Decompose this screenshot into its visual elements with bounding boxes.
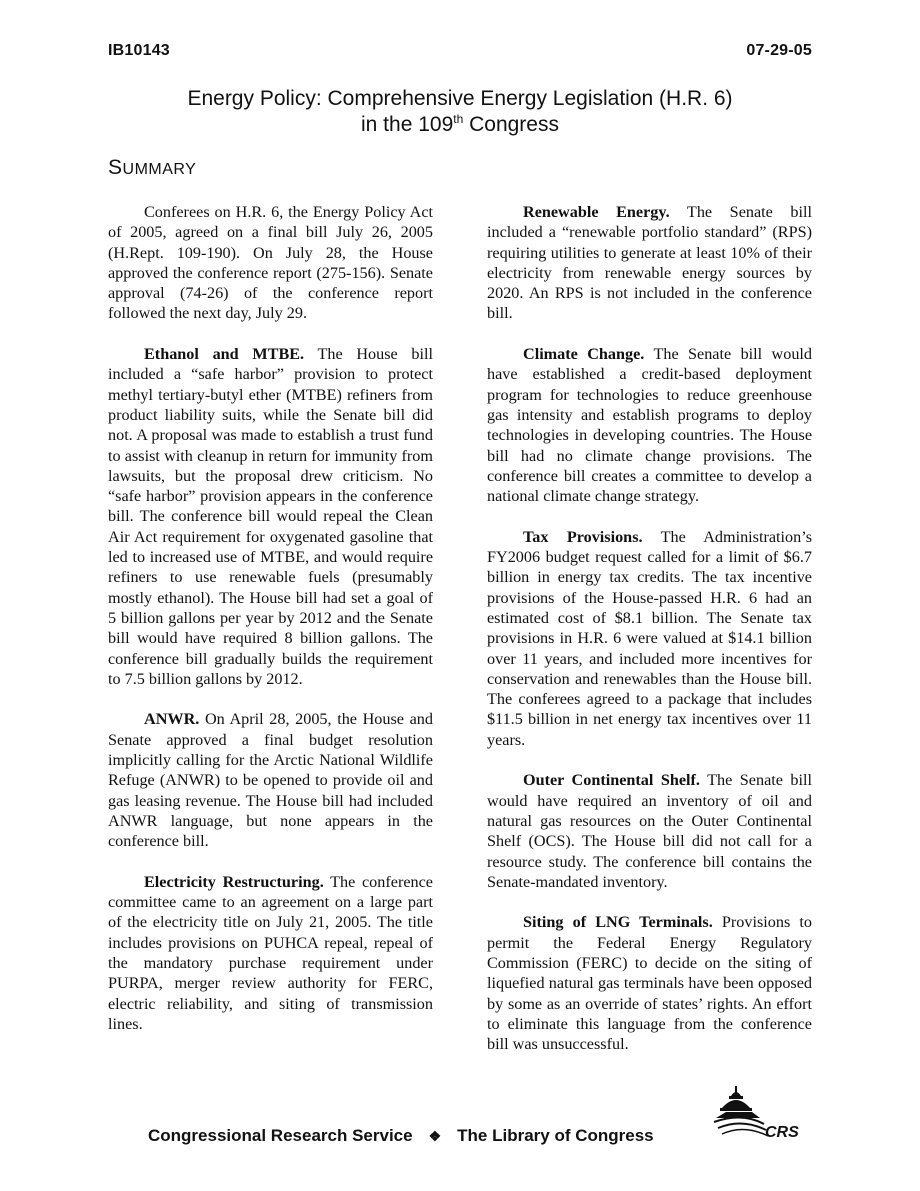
paragraph-tax	[487, 527, 812, 750]
title-line-2-pre: in the 109	[361, 113, 454, 136]
paragraph-intro	[108, 202, 433, 324]
footer-crs-name: Congressional Research Service	[148, 1126, 413, 1145]
paragraph-text: The Administration’s FY2006 budget request called for a limit of $6.7 billion in energy tax credits. The tax incentive provisions of the House-passed H.R. 6 had an estimated cost of $8.1 billion. The Senate tax provisions in H.R. 6 were valued at $14.1 billion over 11 years, and included more incentives for conservation and renewables than the House bill. The conferees agreed to a package that includes $11.5 billion in net energy tax incentives over 11 years.	[487, 527, 813, 749]
right-column	[487, 202, 812, 1075]
paragraph-anwr	[108, 709, 433, 851]
footer-library-name: The Library of Congress	[457, 1126, 654, 1145]
document-date: 07-29-05	[746, 42, 812, 59]
section-heading-rest: UMMARY	[122, 161, 197, 178]
document-id: IB10143	[108, 42, 170, 59]
paragraph-text: The conference committee came to an agreement on a large part of the electricity title on July 21, 2005. The title includes provisions on PUHCA repeal, repeal of the mandatory purchase requirement under PURPA, merger review authority for FERC, electric reliability, and siting of transmission lines.	[108, 872, 433, 1033]
paragraph-heading: Outer Continental Shelf.	[523, 771, 700, 790]
title-line-2	[0, 112, 920, 138]
paragraph-lng	[487, 912, 812, 1054]
paragraph-heading: Tax Provisions.	[523, 527, 643, 546]
paragraph-heading: Siting of LNG Terminals.	[523, 913, 713, 932]
paragraph-text: The Senate bill would have established a credit-based deployment program for technologies to reduce greenhouse gas intensity and establish programs to deploy technologies in developing countries. The House bill had no climate change provisions. The conference bill creates a committee to develop a national climate change strategy.	[487, 345, 813, 506]
paragraph-heading: Electricity Restructuring.	[144, 872, 324, 891]
paragraph-heading: ANWR.	[144, 710, 200, 729]
left-column	[108, 202, 433, 1054]
paragraph-climate	[487, 344, 812, 506]
section-heading-summary	[108, 156, 196, 180]
paragraph-heading: Renewable Energy.	[523, 203, 670, 221]
crs-logo-text: CRS	[765, 1124, 799, 1141]
footer	[148, 1126, 654, 1146]
diamond-separator-icon: ❖	[428, 1128, 442, 1144]
paragraph-ocs	[487, 770, 812, 892]
title-line-2-sup: th	[453, 112, 464, 126]
paragraph-text: The Senate bill would have required an inventory of oil and natural gas resources on the Outer Continental Shelf (OCS). The House bill did not call for a resource study. The conference bill contains the Senate-mandated inventory.	[487, 771, 812, 891]
paragraph-heading: Climate Change.	[523, 345, 645, 364]
paragraph-text: The House bill included a “safe harbor” provision to protect methyl tertiary-butyl ether (MTBE) refiners from product liability suits, while the Senate bill did not. A proposal was made to establish a trust fund to assist with cleanup in return for immunity from lawsuits, but the proposal drew criticism. No “safe harbor” provision appears in the conference bill. The conference bill would repeal the Clean Air Act requirement for oxygenated gasoline that led to increased use of MTBE, and would require refiners to use renewable fuels (presumably mostly ethanol). The House bill had set a goal of 5 billion gallons per year by 2012 and the Senate bill would have required 8 billion gallons. The conference bill gradually builds the requirement to 7.5 billion gallons by 2012.	[108, 345, 433, 688]
paragraph-ethanol-mtbe	[108, 344, 433, 689]
paragraph-heading: Ethanol and MTBE.	[144, 345, 305, 364]
document-title	[0, 86, 920, 138]
title-line-1: Energy Policy: Comprehensive Energy Legislation (H.R. 6)	[187, 87, 733, 110]
paragraph-text: On April 28, 2005, the House and Senate approved a final budget resolution implicitly calling for the Arctic National Wildlife Refuge (ANWR) to be opened to provide oil and gas leasing revenue. The House bill had included ANWR language, but none appears in the conference bill.	[108, 710, 433, 851]
paragraph-renewable	[487, 202, 812, 324]
paragraph-text: Provisions to permit the Federal Energy Regulatory Commission (FERC) to decide on the siting of liquefied natural gas terminals have been opposed by some as an override of states’ rights. An effort to eliminate this language from the conference bill was unsuccessful.	[487, 913, 812, 1054]
paragraph-electricity	[108, 872, 433, 1034]
title-line-2-post: Congress	[463, 113, 559, 136]
paragraph-text: Conferees on H.R. 6, the Energy Policy Act of 2005, agreed on a final bill July 26, 2005 (H.Rept. 109-190). On July 28, the House approved the conference report (275-156). Senate approval (74-26) of the conference report followed the next day, July 29.	[108, 203, 433, 323]
section-heading-initial: S	[108, 156, 123, 179]
paragraph-text: The Senate bill included a “renewable portfolio standard” (RPS) requiring utilities to generate at least 10% of their electricity from renewable energy sources by 2020. An RPS is not included in the conference bill.	[487, 203, 813, 323]
